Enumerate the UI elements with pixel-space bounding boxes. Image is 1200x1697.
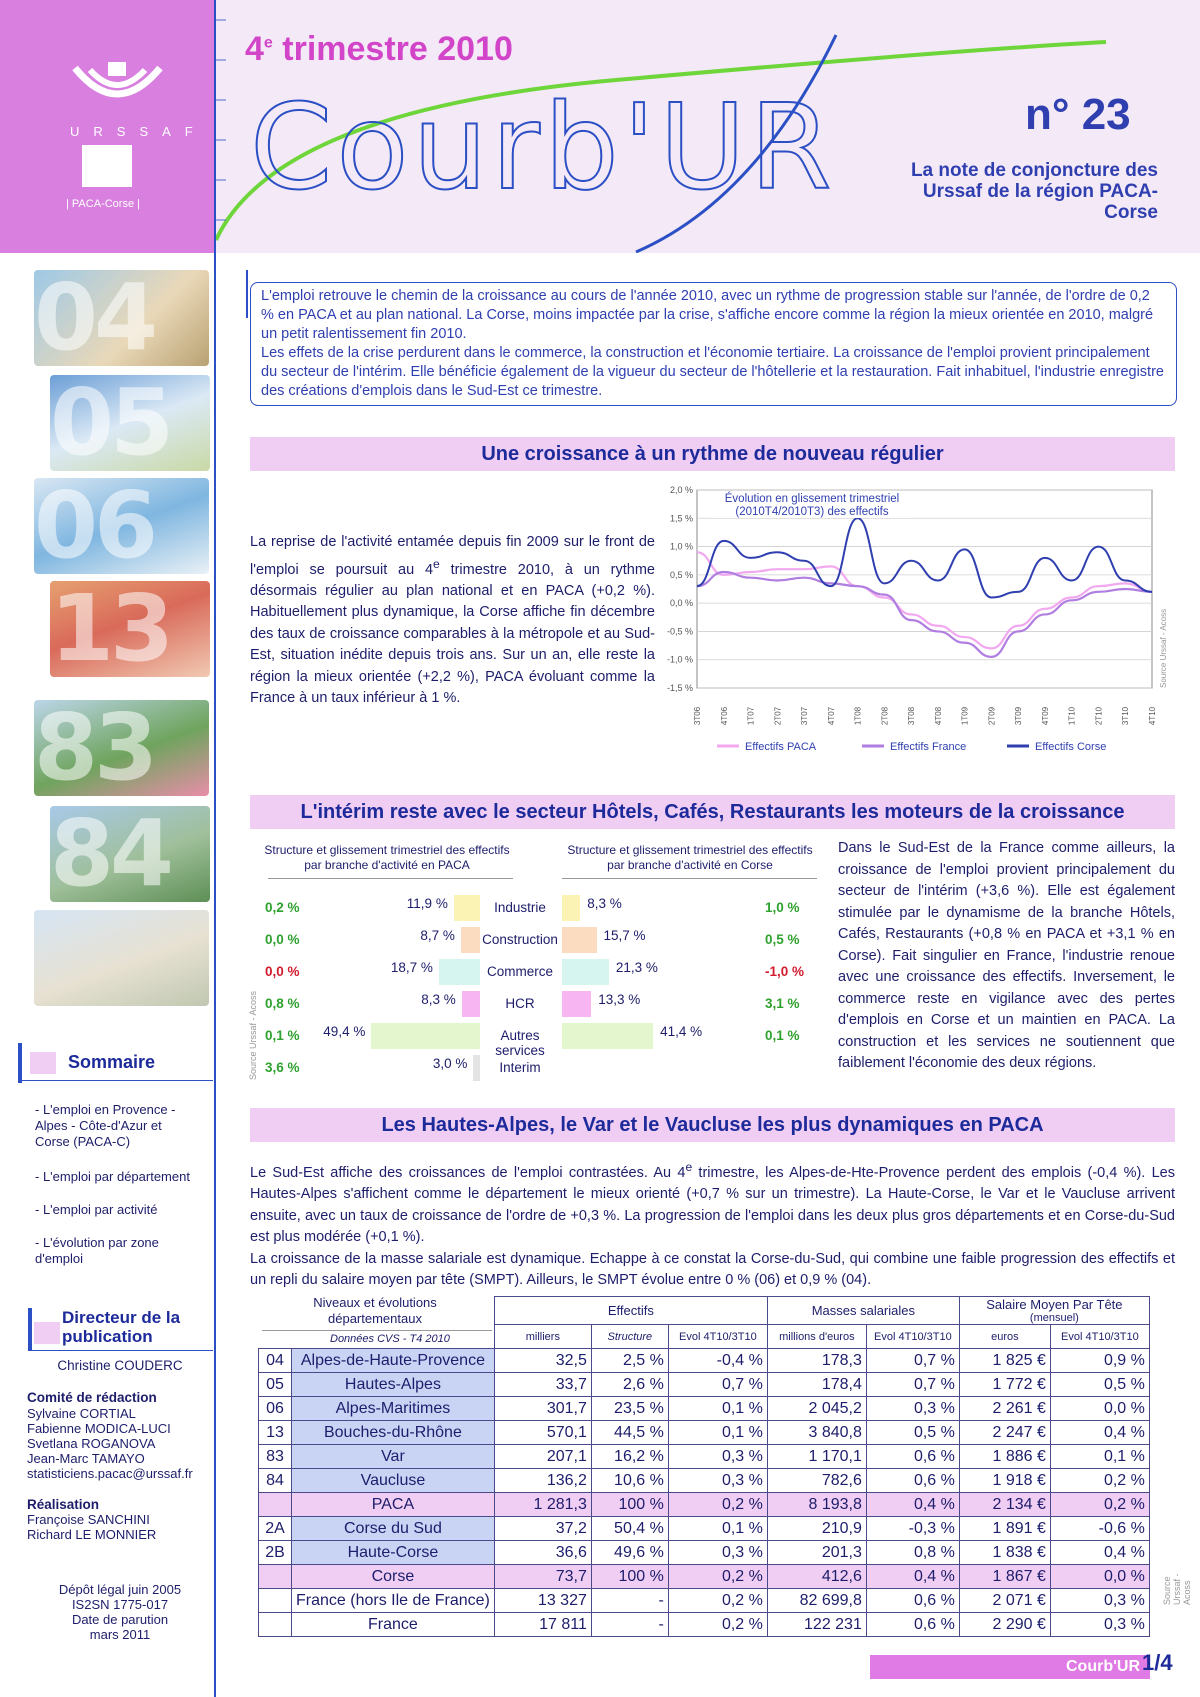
photo-04: 04 (34, 270, 209, 366)
footer-title: Courb'UR (870, 1655, 1150, 1679)
cell-mass: 782,6 (767, 1469, 866, 1493)
cell-smpt: 1 825 € (959, 1349, 1050, 1373)
paca-growth: 0,8 % (265, 996, 300, 1011)
cell-mass: 2 045,2 (767, 1397, 866, 1421)
branch-label: Construction (482, 932, 558, 947)
cell-evol: 0,2 % (668, 1493, 767, 1517)
corse-share: 15,7 % (603, 928, 646, 943)
region-label: | PACA-Corse | (66, 198, 140, 210)
dept-name: France (292, 1613, 495, 1637)
x-tick-label: 3T10 (1121, 706, 1131, 726)
branch-label: Industrie (494, 900, 546, 915)
cell-eff: 1 281,3 (494, 1493, 591, 1517)
header-masses: Masses salariales (767, 1297, 959, 1325)
realisation-list: Françoise SANCHINI Richard LE MONNIER (27, 1512, 157, 1542)
photo-83: 83 (34, 700, 209, 796)
table-row (259, 1421, 1150, 1445)
paca-bar (462, 991, 480, 1017)
table-row (259, 1517, 1150, 1541)
caption-rule (562, 878, 817, 879)
dept-name: France (hors Ile de France) (292, 1589, 495, 1613)
employment-line-chart (655, 482, 1180, 782)
cell-evol: 0,2 % (668, 1589, 767, 1613)
header-smpt: Salaire Moyen Par Tête (mensuel) (959, 1297, 1149, 1325)
x-tick-label: 1T09 (960, 706, 970, 726)
branch-label: HCR (505, 996, 535, 1011)
series-line-1 (697, 572, 1152, 657)
logo-square (82, 145, 132, 187)
cell-evol: 0,2 % (668, 1613, 767, 1637)
cell-mass: 178,4 (767, 1373, 866, 1397)
paca-growth: 0,2 % (265, 900, 300, 915)
x-tick-label: 3T08 (907, 706, 917, 726)
x-tick-label: 3T07 (800, 706, 810, 726)
cell-smpt: 1 838 € (959, 1541, 1050, 1565)
director-underline (28, 1350, 213, 1351)
dept-code: 13 (259, 1421, 292, 1445)
cell-mevol: 0,3 % (866, 1397, 959, 1421)
dept-name: Vaucluse (292, 1469, 495, 1493)
section-title: L'intérim reste avec le secteur Hôtels, Cafés, Restaurants les moteurs de la croissance (250, 795, 1175, 829)
cell-smpt: 2 071 € (959, 1589, 1050, 1613)
intro-box: L'emploi retrouve le chemin de la croissance au cours de l'année 2010, avec un rythme de progression stable sur l'année, de l'ordre de 0,2 % en PACA et au plan national. La Corse, moins impactée par la crise, s'affiche encore comme la région la mieux orientée en 2010, malgré un petit ralentissement fin 2010. Les effets de la crise perdurent dans le commerce, la construction et l'économie tertiaire. La croissance de l'emploi provient principalement du secteur de l'intérim. Elle bénéficie également de la vigueur du secteur de l'hôtellerie et la restauration. Fait inhabituel, l'industrie enregistre des créations d'emplois dans le Sud-Est ce trimestre. (250, 282, 1177, 406)
bar-source: Source Urssaf - Acoss (248, 990, 258, 1080)
y-tick-label: 0,0 % (669, 598, 693, 609)
x-tick-label: 4T09 (1040, 706, 1050, 726)
cell-evol: 0,3 % (668, 1541, 767, 1565)
dept-code: 2A (259, 1517, 292, 1541)
cell-sevol: 0,3 % (1050, 1589, 1149, 1613)
dept-code (259, 1565, 292, 1589)
urssaf-logo-icon (70, 60, 165, 115)
table-row (259, 1445, 1150, 1469)
y-tick-label: 2,0 % (669, 485, 693, 495)
cell-smpt: 1 918 € (959, 1469, 1050, 1493)
corse-growth: 3,1 % (765, 996, 800, 1011)
cell-struct: 50,4 % (591, 1517, 668, 1541)
cell-eff: 33,7 (494, 1373, 591, 1397)
cell-mevol: 0,4 % (866, 1565, 959, 1589)
photo-84: 84 (50, 806, 210, 902)
summary-marker (30, 1052, 56, 1074)
cell-struct: 23,5 % (591, 1397, 668, 1421)
summary-underline (18, 1080, 213, 1081)
x-tick-label: 4T07 (826, 706, 836, 726)
cell-mass: 82 699,8 (767, 1589, 866, 1613)
paca-growth: 0,1 % (265, 1028, 300, 1043)
paca-bar-caption: Structure et glissement trimestriel des effectifs par branche d'activité en PACA (264, 843, 510, 872)
corse-growth: -1,0 % (765, 964, 805, 979)
sidebar-divider (214, 0, 216, 1697)
table-row (259, 1349, 1150, 1373)
branch-label: Autres services (495, 1028, 545, 1058)
x-tick-label: 2T09 (987, 706, 997, 726)
cell-evol: 0,3 % (668, 1445, 767, 1469)
y-tick-label: 1,0 % (669, 541, 693, 552)
cell-eff: 32,5 (494, 1349, 591, 1373)
paca-growth: 0,0 % (265, 964, 300, 979)
cell-eff: 13 327 (494, 1589, 591, 1613)
corse-share: 13,3 % (598, 992, 641, 1007)
section1-text: La reprise de l'activité entamée depuis fin 2009 sur le front de l'emploi se poursuit au 4e trimestre 2010, à un rythme désormais régulier au plan national et en PACA (+0,2 %). Habituellement plus dynamique, la Corse affiche fin décembre des taux de croissance comparables à la métropole et au Sud-Est, situation inédite depuis trois ans. Sur un an, elle reste la région la mieux orientée (+2,2 %), PACA évoluant comme la France à un taux inférieur à 1 %. (250, 534, 655, 707)
dept-name: Hautes-Alpes (292, 1373, 495, 1397)
cell-smpt: 2 247 € (959, 1421, 1050, 1445)
paca-bar (439, 959, 480, 985)
intro-bracket (246, 270, 248, 318)
committee-list: Sylvaine CORTIAL Fabienne MODICA-LUCI Svetlana ROGANOVA Jean-Marc TAMAYO statisticiens.pacac@urssaf.fr (27, 1406, 193, 1481)
legal-info: Dépôt légal juin 2005 IS2SN 1775-017 Date de parution mars 2011 (58, 1582, 182, 1642)
table-source: Source Urssaf - Acoss (1162, 1573, 1192, 1605)
legend-label: Effectifs Corse (1035, 741, 1107, 753)
branch-label: Interim (499, 1060, 541, 1075)
x-tick-label: 2T10 (1094, 706, 1104, 726)
corse-bar (562, 959, 609, 985)
branch-label: Commerce (486, 964, 553, 979)
x-tick-label: 3T06 (693, 706, 702, 726)
x-tick-label: 4T08 (933, 706, 943, 726)
photo-06: 06 (34, 478, 209, 574)
cell-mass: 122 231 (767, 1613, 866, 1637)
cell-sevol: 0,9 % (1050, 1349, 1149, 1373)
tagline: La note de conjoncture des Urssaf de la région PACA-Corse (910, 160, 1158, 223)
cell-struct: 100 % (591, 1493, 668, 1517)
paca-growth: 3,6 % (265, 1060, 300, 1075)
cell-mevol: 0,5 % (866, 1421, 959, 1445)
dept-name: Corse du Sud (292, 1517, 495, 1541)
corse-bar (562, 1023, 653, 1049)
x-tick-label: 1T08 (853, 706, 863, 726)
branch-bar-chart (250, 885, 830, 1095)
cell-sevol: 0,3 % (1050, 1613, 1149, 1637)
x-tick-label: 1T07 (746, 706, 756, 726)
realisation-title: Réalisation (27, 1497, 100, 1512)
cell-sevol: 0,1 % (1050, 1445, 1149, 1469)
legend-label: Effectifs PACA (745, 741, 817, 753)
cell-smpt: 2 134 € (959, 1493, 1050, 1517)
quarter-label: 4e trimestre 2010 (245, 30, 513, 68)
dept-name: Alpes-Maritimes (292, 1397, 495, 1421)
summary-item[interactable]: - L'évolution par zone d'emploi (35, 1235, 159, 1266)
paca-share: 3,0 % (432, 1056, 468, 1071)
cell-mevol: 0,4 % (866, 1493, 959, 1517)
paca-bar (461, 927, 480, 953)
cell-evol: -0,4 % (668, 1349, 767, 1373)
cell-smpt: 1 867 € (959, 1565, 1050, 1589)
table-row (259, 1565, 1150, 1589)
table-row (259, 1397, 1150, 1421)
y-tick-label: -1,0 % (666, 654, 693, 665)
cell-mevol: -0,3 % (866, 1517, 959, 1541)
photo-13: 13 (50, 581, 210, 677)
cell-evol: 0,3 % (668, 1469, 767, 1493)
corse-bar (562, 927, 597, 953)
paca-bar (371, 1023, 480, 1049)
paca-bar (454, 895, 480, 921)
summary-item[interactable]: - L'emploi par activité (35, 1202, 158, 1217)
cell-mevol: 0,8 % (866, 1541, 959, 1565)
cell-sevol: 0,2 % (1050, 1469, 1149, 1493)
cell-eff: 570,1 (494, 1421, 591, 1445)
cell-evol: 0,1 % (668, 1421, 767, 1445)
table-row (259, 1493, 1150, 1517)
caption-rule (268, 878, 513, 879)
dept-code: 83 (259, 1445, 292, 1469)
table-row (259, 1469, 1150, 1493)
cell-mass: 412,6 (767, 1565, 866, 1589)
x-tick-label: 3T09 (1014, 706, 1024, 726)
section-title: Une croissance à un rythme de nouveau régulier (250, 437, 1175, 471)
cell-eff: 301,7 (494, 1397, 591, 1421)
dept-code (259, 1589, 292, 1613)
cell-evol: 0,2 % (668, 1565, 767, 1589)
section3-text: Le Sud-Est affiche des croissances de l'emploi contrastées. Au 4e trimestre, les Alpes-de-Hte-Provence perdent des emplois (-0,4 %). Les Hautes-Alpes s'affichent comme le département le mieux orienté (+0,7 % sur un trimestre). La Haute-Corse, le Var et le Vaucluse arrivent ensuite, avec un taux de croissance de l'ordre de +0,3 %. La progression de l'emploi dans les deux plus gros départements et en Corse-du-Sud est plus modérée (+0,1 %). La croissance de la masse salariale est dynamique. Echappe à ce constat la Corse-du-Sud, qui combine une faible progression des effectifs et un repli du salaire moyen par tête (SMPT). Ailleurs, le SMPT évolue entre 0 % (06) et 0,9 % (04). (250, 1160, 1175, 1289)
cell-sevol: 0,0 % (1050, 1397, 1149, 1421)
section-title: Les Hautes-Alpes, le Var et le Vaucluse les plus dynamiques en PACA (250, 1108, 1175, 1142)
table-subcaption: Données CVS - T4 2010 (330, 1333, 450, 1345)
cell-struct: 2,5 % (591, 1349, 668, 1373)
x-tick-label: 1T10 (1067, 706, 1077, 726)
dept-name: Bouches-du-Rhône (292, 1421, 495, 1445)
cell-eff: 207,1 (494, 1445, 591, 1469)
dept-code: 84 (259, 1469, 292, 1493)
cell-smpt: 2 290 € (959, 1613, 1050, 1637)
dept-code: 2B (259, 1541, 292, 1565)
cell-struct: 100 % (591, 1565, 668, 1589)
dept-name: Var (292, 1445, 495, 1469)
header-effectifs: Effectifs (494, 1297, 767, 1325)
cell-struct: 49,6 % (591, 1541, 668, 1565)
paca-share: 11,9 % (406, 896, 448, 911)
cell-struct: - (591, 1613, 668, 1637)
cell-eff: 36,6 (494, 1541, 591, 1565)
photo-05: 05 (50, 375, 210, 471)
cell-mass: 178,3 (767, 1349, 866, 1373)
cell-struct: - (591, 1589, 668, 1613)
chart-frame (697, 490, 1152, 688)
cell-mevol: 0,6 % (866, 1445, 959, 1469)
corse-share: 41,4 % (660, 1024, 703, 1039)
paca-share: 49,4 % (323, 1024, 366, 1039)
dept-name: PACA (292, 1493, 495, 1517)
cell-eff: 136,2 (494, 1469, 591, 1493)
department-table: Effectifs Masses salariales Salaire Moyen Par Tête (mensuel) milliers Structure Evol 4T10/3T10 millions d'euros Evol 4T10/3T10 euros Evol 4T10/3T10 04 Alpes-de-Haute-Provence 32,5 2,5 % -0,4 % 178,3 0,7 % 1 825 € 0,9 % 05 Hautes-Alpes 33,7 2,6 % 0,7 % 178,4 0,7 % 1 772 € 0,5 % 06 Alpes-Maritimes 301,7 23,5 % 0,1 % 2 045,2 0,3 % 2 261 € 0,0 % 13 Bouches-du-Rhône 570,1 44,5 % 0,1 % 3 840,8 0,5 % 2 247 € 0,4 % 83 Var 207,1 16,2 % 0,3 % 1 170,1 0,6 % 1 886 € 0,1 % 84 Vaucluse 136,2 10,6 % 0,3 % 782,6 0,6 % 1 918 € 0,2 % PACA 1 281,3 100 % 0,2 % 8 193,8 0,4 % 2 134 € 0,2 % 2A Corse du Sud 37,2 50,4 % 0,1 % 210,9 -0,3 % 1 891 € -0,6 % 2B Haute-Corse 36,6 49,6 % 0,3 % 201,3 0,8 % 1 838 € 0,4 % Corse 73,7 100 % 0,2 % 412,6 0,4 % 1 867 € 0,0 % France (hors Ile de France) 13 327 - 0,2 % 82 699,8 0,6 % 2 071 € 0,3 % France 17 811 - 0,2 % 122 231 0,6 % 2 290 € 0,3 % (258, 1296, 1150, 1637)
committee-title: Comité de rédaction (27, 1390, 157, 1405)
cell-eff: 17 811 (494, 1613, 591, 1637)
series-line-2 (697, 518, 1152, 597)
page-number: 1/4 (1142, 1650, 1173, 1675)
y-tick-label: 0,5 % (669, 569, 693, 580)
x-tick-label: 4T06 (719, 706, 729, 726)
dept-code: 06 (259, 1397, 292, 1421)
x-tick-label: 2T08 (880, 706, 890, 726)
dept-code: 05 (259, 1373, 292, 1397)
cell-mevol: 0,7 % (866, 1373, 959, 1397)
cell-evol: 0,1 % (668, 1397, 767, 1421)
dept-name: Haute-Corse (292, 1541, 495, 1565)
cell-mass: 210,9 (767, 1517, 866, 1541)
x-tick-label: 2T07 (773, 706, 783, 726)
director-bracket (28, 1308, 32, 1350)
table-row (259, 1373, 1150, 1397)
dept-name: Corse (292, 1565, 495, 1589)
paca-share: 8,3 % (421, 992, 456, 1007)
publication-title: Courb'UR (250, 78, 836, 216)
dept-name: Alpes-de-Haute-Provence (292, 1349, 495, 1373)
corse-growth: 1,0 % (765, 900, 800, 915)
cell-evol: 0,1 % (668, 1517, 767, 1541)
cell-mass: 3 840,8 (767, 1421, 866, 1445)
cell-mevol: 0,6 % (866, 1469, 959, 1493)
cell-smpt: 1 772 € (959, 1373, 1050, 1397)
table-row (259, 1613, 1150, 1637)
cell-mevol: 0,7 % (866, 1349, 959, 1373)
y-tick-label: 1,5 % (669, 513, 693, 524)
paca-growth: 0,0 % (265, 932, 300, 947)
cell-mass: 1 170,1 (767, 1445, 866, 1469)
cell-sevol: 0,5 % (1050, 1373, 1149, 1397)
table-row (259, 1541, 1150, 1565)
corse-share: 21,3 % (615, 960, 658, 975)
cell-sevol: 0,4 % (1050, 1541, 1149, 1565)
cell-mass: 201,3 (767, 1541, 866, 1565)
table-caption: Niveaux et évolutions départementaux (313, 1295, 437, 1326)
section2-text: Dans le Sud-Est de la France comme ailleurs, la croissance de l'emploi provient principalement du secteur de l'intérim (+3,6 %). Elle est également stimulée par le dynamisme de la branche Hôtels, Cafés, Restaurants (+0,8 % en PACA et +3,1 % en Corse). Fait singulier en France, l'industrie renoue avec une croissance des effectifs. Inversement, le commerce reste en vigilance avec des pertes d'emplois en Corse et un maintien en PACA. La construction et les services ne soutiennent que faiblement l'économie des deux régions. (838, 840, 1175, 1071)
cell-sevol: -0,6 % (1050, 1517, 1149, 1541)
summary-title: Sommaire (68, 1052, 156, 1072)
cell-sevol: 0,0 % (1050, 1565, 1149, 1589)
corse-bar (562, 895, 580, 921)
director-name: Christine COUDERC (57, 1358, 183, 1373)
cell-smpt: 1 886 € (959, 1445, 1050, 1469)
y-tick-label: -0,5 % (666, 626, 693, 637)
cell-smpt: 1 891 € (959, 1517, 1050, 1541)
corse-share: 8,3 % (587, 896, 622, 911)
x-tick-label: 4T10 (1148, 706, 1157, 726)
photo-extra (34, 910, 209, 1006)
chart-title-line: Évolution en glissement trimestriel (2010T4/2010T3) des effectifs (724, 493, 900, 518)
paca-share: 18,7 % (390, 960, 433, 975)
cell-mevol: 0,6 % (866, 1589, 959, 1613)
issue-number: n° 23 (1025, 90, 1131, 139)
summary-item[interactable]: - L'emploi en Provence - Alpes - Côte-d'Azur et Corse (PACA-C) (35, 1102, 176, 1149)
paca-share: 8,7 % (420, 928, 455, 943)
chart-source: Source Urssaf - Acoss (1159, 608, 1168, 688)
cell-struct: 16,2 % (591, 1445, 668, 1469)
paca-bar (473, 1055, 480, 1081)
legend-label: Effectifs France (890, 741, 967, 753)
cell-eff: 73,7 (494, 1565, 591, 1589)
cell-struct: 44,5 % (591, 1421, 668, 1445)
dept-code: 04 (259, 1349, 292, 1373)
dept-code (259, 1493, 292, 1517)
corse-bar-caption: Structure et glissement trimestriel des effectifs par branche d'activité en Corse (567, 843, 813, 872)
cell-mevol: 0,6 % (866, 1613, 959, 1637)
cell-struct: 2,6 % (591, 1373, 668, 1397)
summary-item[interactable]: - L'emploi par département (35, 1169, 190, 1184)
cell-struct: 10,6 % (591, 1469, 668, 1493)
corse-growth: 0,1 % (765, 1028, 800, 1043)
brand-name: URSSAF (70, 124, 207, 139)
corse-bar (562, 991, 591, 1017)
cell-sevol: 0,2 % (1050, 1493, 1149, 1517)
cell-mass: 8 193,8 (767, 1493, 866, 1517)
table-row (259, 1589, 1150, 1613)
corse-growth: 0,5 % (765, 932, 800, 947)
cell-evol: 0,7 % (668, 1373, 767, 1397)
cell-eff: 37,2 (494, 1517, 591, 1541)
dept-code (259, 1613, 292, 1637)
y-tick-label: -1,5 % (666, 683, 693, 693)
cell-smpt: 2 261 € (959, 1397, 1050, 1421)
summary-bracket (18, 1043, 22, 1083)
director-marker (34, 1322, 60, 1344)
cell-sevol: 0,4 % (1050, 1421, 1149, 1445)
director-title: Directeur de la publication (62, 1308, 181, 1346)
